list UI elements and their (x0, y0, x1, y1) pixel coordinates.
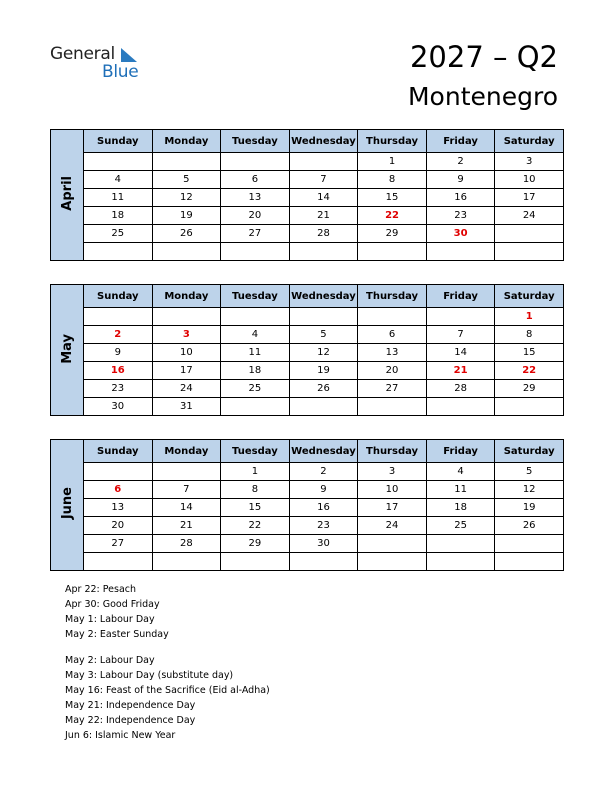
weekday-header-row (51, 285, 564, 308)
day-cell (289, 153, 358, 171)
day-cell: 15 (358, 189, 427, 207)
month-table (50, 129, 564, 261)
day-cell: 24 (152, 380, 221, 398)
day-cell: 3 (495, 153, 564, 171)
day-cell: 29 (221, 535, 290, 553)
day-cell: 17 (152, 362, 221, 380)
weekday-header: Saturday (495, 285, 564, 308)
day-cell (84, 553, 153, 571)
weekday-header: Sunday (84, 130, 153, 153)
day-cell: 27 (221, 225, 290, 243)
day-cell (221, 243, 290, 261)
day-cell (84, 153, 153, 171)
weekday-header-row (51, 130, 564, 153)
day-cell: 7 (426, 326, 495, 344)
day-cell: 13 (358, 344, 427, 362)
day-cell: 29 (495, 380, 564, 398)
day-cell: 3 (358, 463, 427, 481)
day-cell (152, 553, 221, 571)
day-cell: 11 (426, 481, 495, 499)
day-cell: 14 (152, 499, 221, 517)
weekday-header: Friday (426, 130, 495, 153)
day-cell: 21 (289, 207, 358, 225)
day-cell (289, 308, 358, 326)
day-cell: 31 (152, 398, 221, 416)
month-side-label (51, 285, 84, 416)
day-cell (358, 308, 427, 326)
day-cell (152, 243, 221, 261)
day-cell: 26 (152, 225, 221, 243)
holiday-note: Apr 22: Pesach (65, 584, 137, 595)
month-side-label (51, 130, 84, 261)
holiday-note: May 2: Easter Sunday (65, 629, 169, 640)
weekday-header: Wednesday (289, 285, 358, 308)
weekday-header: Monday (152, 130, 221, 153)
day-cell: 20 (84, 517, 153, 535)
country-name: Montenegro (407, 82, 558, 111)
week-row (51, 243, 564, 261)
holiday-note: May 16: Feast of the Sacrifice (Eid al-Adha) (65, 685, 270, 696)
weekday-header: Tuesday (221, 130, 290, 153)
day-cell (221, 398, 290, 416)
generalblue-logo (50, 44, 150, 84)
weekday-header: Sunday (84, 440, 153, 463)
week-row (51, 308, 564, 326)
weekday-header: Thursday (358, 285, 427, 308)
day-cell: 20 (358, 362, 427, 380)
day-cell: 2 (426, 153, 495, 171)
month-name: April (59, 176, 75, 211)
day-cell: 9 (289, 481, 358, 499)
day-cell: 19 (152, 207, 221, 225)
day-cell: 4 (221, 326, 290, 344)
day-cell (426, 308, 495, 326)
day-cell (152, 153, 221, 171)
holiday-note: May 3: Labour Day (substitute day) (65, 670, 234, 681)
week-row (51, 225, 564, 243)
day-cell: 23 (289, 517, 358, 535)
weekday-header: Saturday (495, 440, 564, 463)
day-cell: 18 (426, 499, 495, 517)
weekday-header: Friday (426, 285, 495, 308)
holiday-note: May 2: Labour Day (65, 655, 155, 666)
day-cell: 21 (152, 517, 221, 535)
week-row (51, 207, 564, 225)
holiday-note: Jun 6: Islamic New Year (65, 730, 176, 741)
logo-general-text: General (50, 44, 115, 64)
day-cell: 28 (289, 225, 358, 243)
day-cell: 17 (495, 189, 564, 207)
weekday-header: Monday (152, 440, 221, 463)
day-cell: 12 (289, 344, 358, 362)
day-cell (221, 153, 290, 171)
day-cell (358, 398, 427, 416)
day-cell (152, 463, 221, 481)
day-cell: 2 (84, 326, 153, 344)
day-cell: 19 (495, 499, 564, 517)
day-cell (289, 243, 358, 261)
holiday-note: May 22: Independence Day (65, 715, 196, 726)
day-cell (289, 398, 358, 416)
month-side-label (51, 440, 84, 571)
week-row (51, 535, 564, 553)
day-cell (221, 553, 290, 571)
month-name: June (59, 487, 75, 520)
day-cell: 1 (495, 308, 564, 326)
day-cell: 23 (84, 380, 153, 398)
logo-blue-text: Blue (102, 62, 139, 82)
day-cell: 19 (289, 362, 358, 380)
week-row (51, 380, 564, 398)
day-cell: 6 (221, 171, 290, 189)
day-cell (495, 553, 564, 571)
day-cell: 1 (358, 153, 427, 171)
day-cell (495, 535, 564, 553)
day-cell: 30 (426, 225, 495, 243)
week-row (51, 153, 564, 171)
day-cell: 30 (84, 398, 153, 416)
day-cell: 4 (426, 463, 495, 481)
week-row (51, 463, 564, 481)
weekday-header: Monday (152, 285, 221, 308)
day-cell (358, 243, 427, 261)
weekday-header: Saturday (495, 130, 564, 153)
day-cell (426, 243, 495, 261)
day-cell: 28 (426, 380, 495, 398)
day-cell: 9 (84, 344, 153, 362)
day-cell (426, 398, 495, 416)
day-cell (358, 553, 427, 571)
day-cell: 23 (426, 207, 495, 225)
week-row (51, 553, 564, 571)
weekday-header: Thursday (358, 130, 427, 153)
day-cell: 16 (289, 499, 358, 517)
day-cell: 6 (358, 326, 427, 344)
weekday-header-row (51, 440, 564, 463)
month-may (50, 284, 564, 416)
day-cell: 22 (495, 362, 564, 380)
day-cell (84, 463, 153, 481)
week-row (51, 517, 564, 535)
day-cell (495, 243, 564, 261)
day-cell: 12 (495, 481, 564, 499)
month-june (50, 439, 564, 571)
day-cell: 8 (495, 326, 564, 344)
week-row (51, 326, 564, 344)
day-cell: 5 (289, 326, 358, 344)
day-cell: 16 (426, 189, 495, 207)
day-cell: 30 (289, 535, 358, 553)
day-cell: 10 (358, 481, 427, 499)
day-cell (358, 535, 427, 553)
day-cell (289, 553, 358, 571)
holiday-notes-group-1 (65, 582, 169, 642)
day-cell: 10 (152, 344, 221, 362)
logo-triangle-icon (121, 48, 137, 62)
week-row (51, 398, 564, 416)
day-cell (426, 535, 495, 553)
day-cell: 13 (221, 189, 290, 207)
weekday-header: Sunday (84, 285, 153, 308)
day-cell: 29 (358, 225, 427, 243)
day-cell: 12 (152, 189, 221, 207)
day-cell: 13 (84, 499, 153, 517)
day-cell: 4 (84, 171, 153, 189)
day-cell (84, 243, 153, 261)
day-cell: 18 (221, 362, 290, 380)
day-cell: 27 (358, 380, 427, 398)
day-cell: 22 (358, 207, 427, 225)
day-cell: 7 (152, 481, 221, 499)
day-cell: 24 (358, 517, 427, 535)
day-cell (152, 308, 221, 326)
day-cell: 25 (426, 517, 495, 535)
day-cell: 8 (358, 171, 427, 189)
day-cell: 1 (221, 463, 290, 481)
week-row (51, 362, 564, 380)
day-cell: 9 (426, 171, 495, 189)
page-title: 2027 – Q2 (409, 40, 558, 74)
day-cell (495, 398, 564, 416)
weekday-header: Tuesday (221, 440, 290, 463)
week-row (51, 499, 564, 517)
day-cell: 17 (358, 499, 427, 517)
day-cell: 5 (495, 463, 564, 481)
day-cell: 11 (221, 344, 290, 362)
day-cell: 28 (152, 535, 221, 553)
day-cell: 15 (495, 344, 564, 362)
day-cell (426, 553, 495, 571)
day-cell: 25 (84, 225, 153, 243)
day-cell: 14 (426, 344, 495, 362)
day-cell (84, 308, 153, 326)
weekday-header: Wednesday (289, 440, 358, 463)
weekday-header: Thursday (358, 440, 427, 463)
day-cell (221, 308, 290, 326)
day-cell: 25 (221, 380, 290, 398)
month-april (50, 129, 564, 261)
holiday-note: May 1: Labour Day (65, 614, 155, 625)
week-row (51, 171, 564, 189)
day-cell: 26 (495, 517, 564, 535)
day-cell: 6 (84, 481, 153, 499)
day-cell: 24 (495, 207, 564, 225)
weekday-header: Friday (426, 440, 495, 463)
day-cell: 16 (84, 362, 153, 380)
day-cell: 21 (426, 362, 495, 380)
holiday-notes-group-2 (65, 653, 270, 743)
week-row (51, 481, 564, 499)
day-cell: 10 (495, 171, 564, 189)
month-table (50, 284, 564, 416)
week-row (51, 344, 564, 362)
day-cell: 7 (289, 171, 358, 189)
day-cell: 15 (221, 499, 290, 517)
day-cell: 3 (152, 326, 221, 344)
day-cell (495, 225, 564, 243)
holiday-note: Apr 30: Good Friday (65, 599, 160, 610)
day-cell: 20 (221, 207, 290, 225)
holiday-note: May 21: Independence Day (65, 700, 196, 711)
day-cell: 2 (289, 463, 358, 481)
day-cell: 5 (152, 171, 221, 189)
day-cell: 14 (289, 189, 358, 207)
weekday-header: Tuesday (221, 285, 290, 308)
month-name: May (59, 333, 75, 364)
month-table (50, 439, 564, 571)
weekday-header: Wednesday (289, 130, 358, 153)
day-cell: 18 (84, 207, 153, 225)
day-cell: 8 (221, 481, 290, 499)
week-row (51, 189, 564, 207)
day-cell: 11 (84, 189, 153, 207)
day-cell: 26 (289, 380, 358, 398)
day-cell: 27 (84, 535, 153, 553)
day-cell: 22 (221, 517, 290, 535)
